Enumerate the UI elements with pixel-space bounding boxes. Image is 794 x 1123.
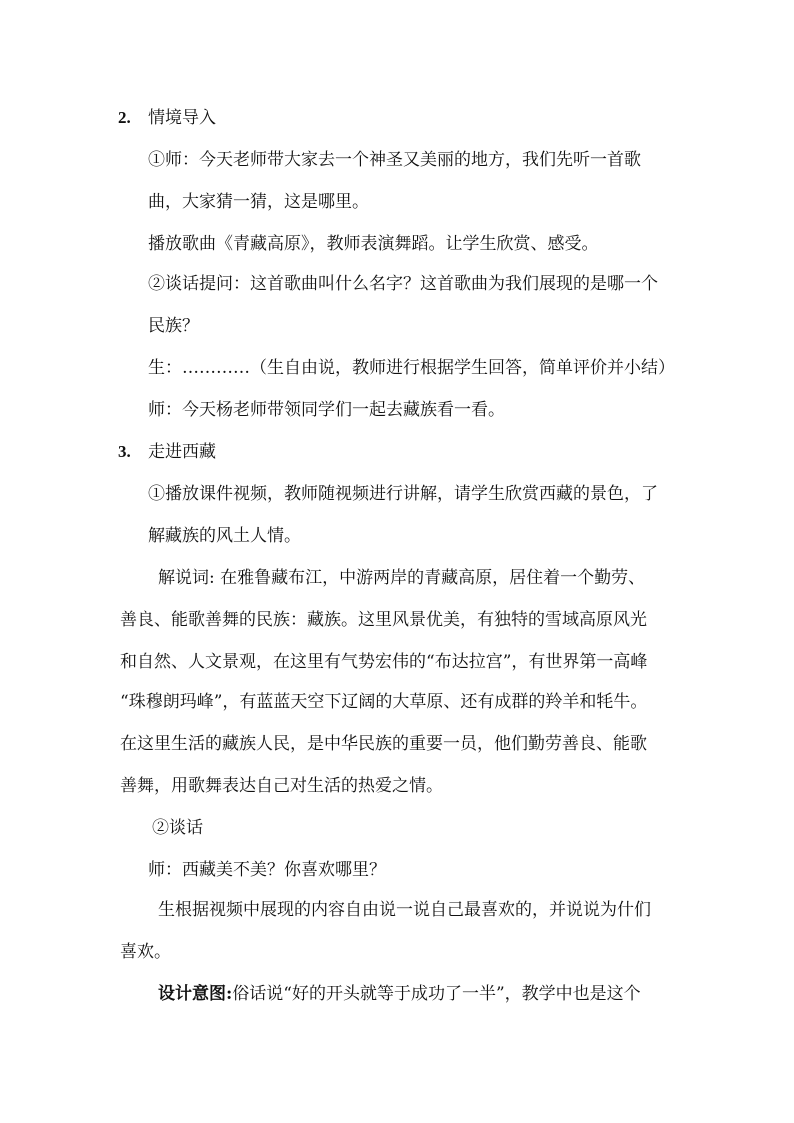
paragraph-line: 解藏族的风土人情。 [148, 526, 301, 546]
talk-line: 师：西藏美不美？你喜欢哪里？ [148, 860, 386, 880]
paragraph-line: ①播放课件视频，教师随视频进行讲解，请学生欣赏西藏的景色，了 [148, 484, 658, 504]
talk-line: 喜欢。 [120, 942, 171, 962]
section-heading-2 [118, 106, 216, 130]
paragraph-line: 师：今天杨老师带领同学们一起去藏族看一看。 [148, 400, 505, 420]
section-number: 2. [118, 108, 131, 127]
commentary-line: 解说词: 在雅鲁藏布江，中游两岸的青藏高原，居住着一个勤劳、 [158, 568, 646, 588]
section-title: 情境导入 [148, 108, 216, 128]
paragraph-line: ②谈话提问：这首歌曲叫什么名字？这首歌曲为我们展现的是哪一个 [148, 274, 658, 294]
talk-line: ②谈话 [152, 818, 203, 838]
design-intent-text: 俗话说“好的开头就等于成功了一半”，教学中也是这个 [232, 984, 641, 1004]
paragraph-line: 曲，大家猜一猜，这是哪里。 [148, 192, 369, 212]
commentary-line: 在这里生活的藏族人民，是中华民族的重要一员，他们勤劳善良、能歌 [120, 734, 647, 754]
design-intent [158, 982, 641, 1006]
commentary-line: “珠穆朗玛峰”，有蓝蓝天空下辽阔的大草原、还有成群的羚羊和牦牛。 [120, 692, 648, 712]
paragraph-line: 民族？ [148, 316, 199, 336]
commentary-line: 善良、能歌善舞的民族：藏族。这里风景优美，有独特的雪域高原风光 [120, 610, 647, 630]
design-intent-label: 设计意图: [158, 984, 233, 1004]
paragraph-line: ①师：今天老师带大家去一个神圣又美丽的地方，我们先听一首歌 [148, 150, 641, 170]
section-heading-3 [118, 440, 216, 464]
commentary-line: 和自然、人文景观，在这里有气势宏伟的“布达拉宫”，有世界第一高峰 [120, 652, 648, 672]
paragraph-line: 生：…………（生自由说，教师进行根据学生回答，简单评价并小结） [148, 358, 675, 378]
paragraph-line: 播放歌曲《青藏高原》，教师表演舞蹈。让学生欣赏、感受。 [148, 234, 599, 254]
section-number: 3. [118, 442, 131, 461]
section-title: 走进西藏 [148, 442, 216, 462]
commentary-line: 善舞，用歌舞表达自己对生活的热爱之情。 [120, 776, 443, 796]
talk-line: 生根据视频中展现的内容自由说一说自己最喜欢的，并说说为什们 [158, 900, 651, 920]
